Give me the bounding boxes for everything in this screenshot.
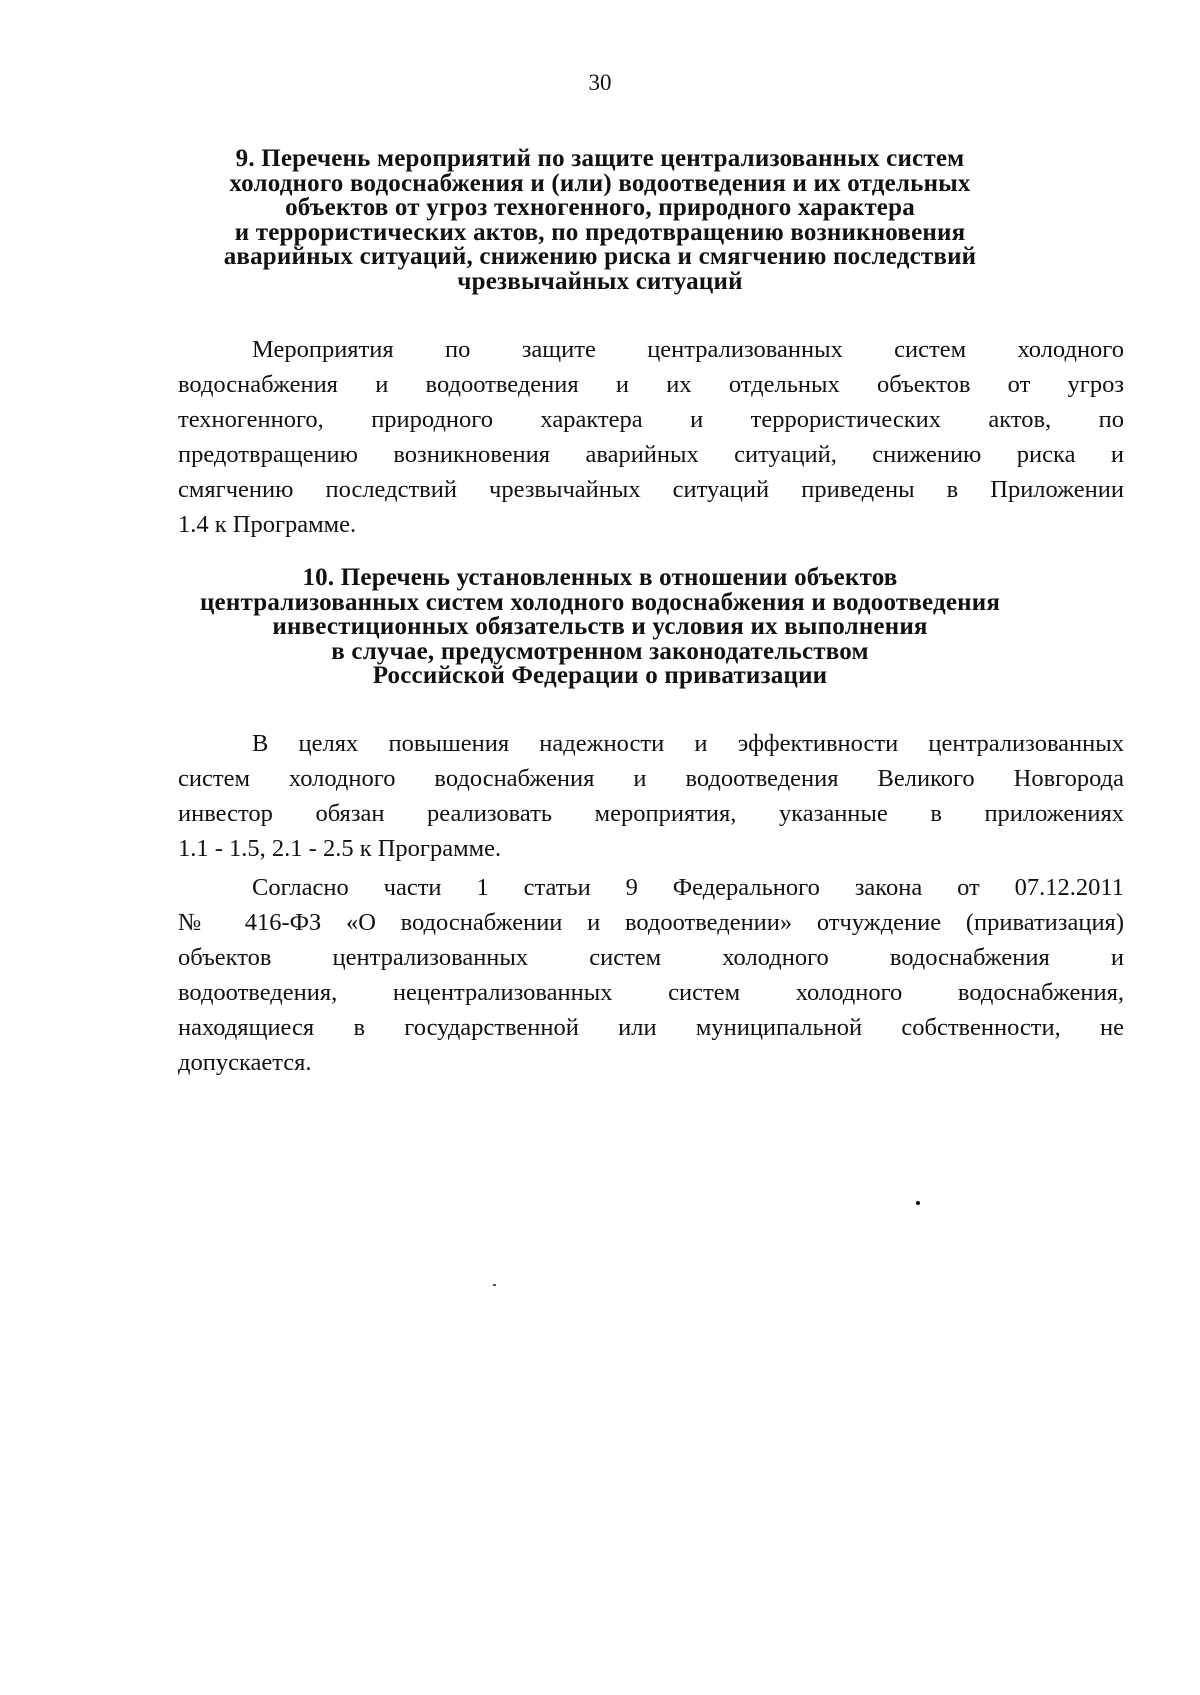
heading-line: аварийных ситуаций, снижению риска и смягчению последствий (223, 243, 977, 270)
paragraph-line: допускается. (178, 1049, 312, 1076)
section-10-heading (150, 566, 1050, 689)
heading-line: холодного водоснабжения и (или) водоотведения и их отдельных (229, 169, 971, 197)
section-10-paragraph-1 (178, 726, 1124, 866)
paragraph-line: № 416-ФЗ «О водоснабжении и водоотведении» отчуждение (приватизация) (178, 909, 1124, 936)
paragraph-line: водоснабжения и водоотведения и их отдельных объектов от угроз (178, 371, 1124, 398)
paragraph-line: смягчению последствий чрезвычайных ситуаций приведены в Приложении (178, 476, 1124, 503)
heading-line: 10. Перечень установленных в отношении объектов (302, 564, 898, 591)
paragraph-line: Согласно части 1 статьи 9 Федерального закона от 07.12.2011 (252, 874, 1124, 901)
paragraph-line: находящиеся в государственной или муниципальной собственности, не (178, 1014, 1124, 1041)
heading-line: инвестиционных обязательств и условия их выполнения (272, 613, 928, 640)
heading-line: 9. Перечень мероприятий по защите централизованных систем (235, 145, 965, 172)
paragraph-line: систем холодного водоснабжения и водоотведения Великого Новгорода (178, 765, 1124, 792)
scan-artifact-dot (916, 1201, 920, 1205)
page-number: 30 (588, 70, 612, 95)
paragraph-line: объектов централизованных систем холодного водоснабжения и (178, 944, 1124, 971)
section-9-paragraph (178, 332, 1124, 542)
paragraph-line: 1.4 к Программе. (178, 511, 357, 538)
paragraph-line: Мероприятия по защите централизованных систем холодного (252, 336, 1124, 363)
paragraph-line: инвестор обязан реализовать мероприятия, указанные в приложениях (178, 800, 1124, 827)
section-9-heading (150, 147, 1050, 294)
paragraph-line: В целях повышения надежности и эффективности централизованных (252, 730, 1124, 757)
scan-artifact-dash (493, 1284, 496, 1286)
paragraph-line: предотвращению возникновения аварийных ситуаций, снижению риска и (178, 441, 1124, 468)
paragraph-line: 1.1 - 1.5, 2.1 - 2.5 к Программе. (178, 835, 502, 862)
paragraph-line: водоотведения, нецентрализованных систем холодного водоснабжения, (178, 979, 1124, 1006)
heading-line: и террористических актов, по предотвращению возникновения (234, 218, 966, 246)
heading-line: объектов от угроз техногенного, природного характера (285, 194, 915, 221)
heading-line: централизованных систем холодного водоснабжения и водоотведения (199, 588, 1001, 616)
heading-line: чрезвычайных ситуаций (457, 267, 743, 295)
section-10-paragraph-2 (178, 870, 1124, 1080)
paragraph-line: техногенного, природного характера и террористических актов, по (178, 406, 1124, 433)
heading-line: Российской Федерации о приватизации (372, 662, 828, 689)
heading-line: в случае, предусмотренном законодательством (331, 637, 869, 665)
